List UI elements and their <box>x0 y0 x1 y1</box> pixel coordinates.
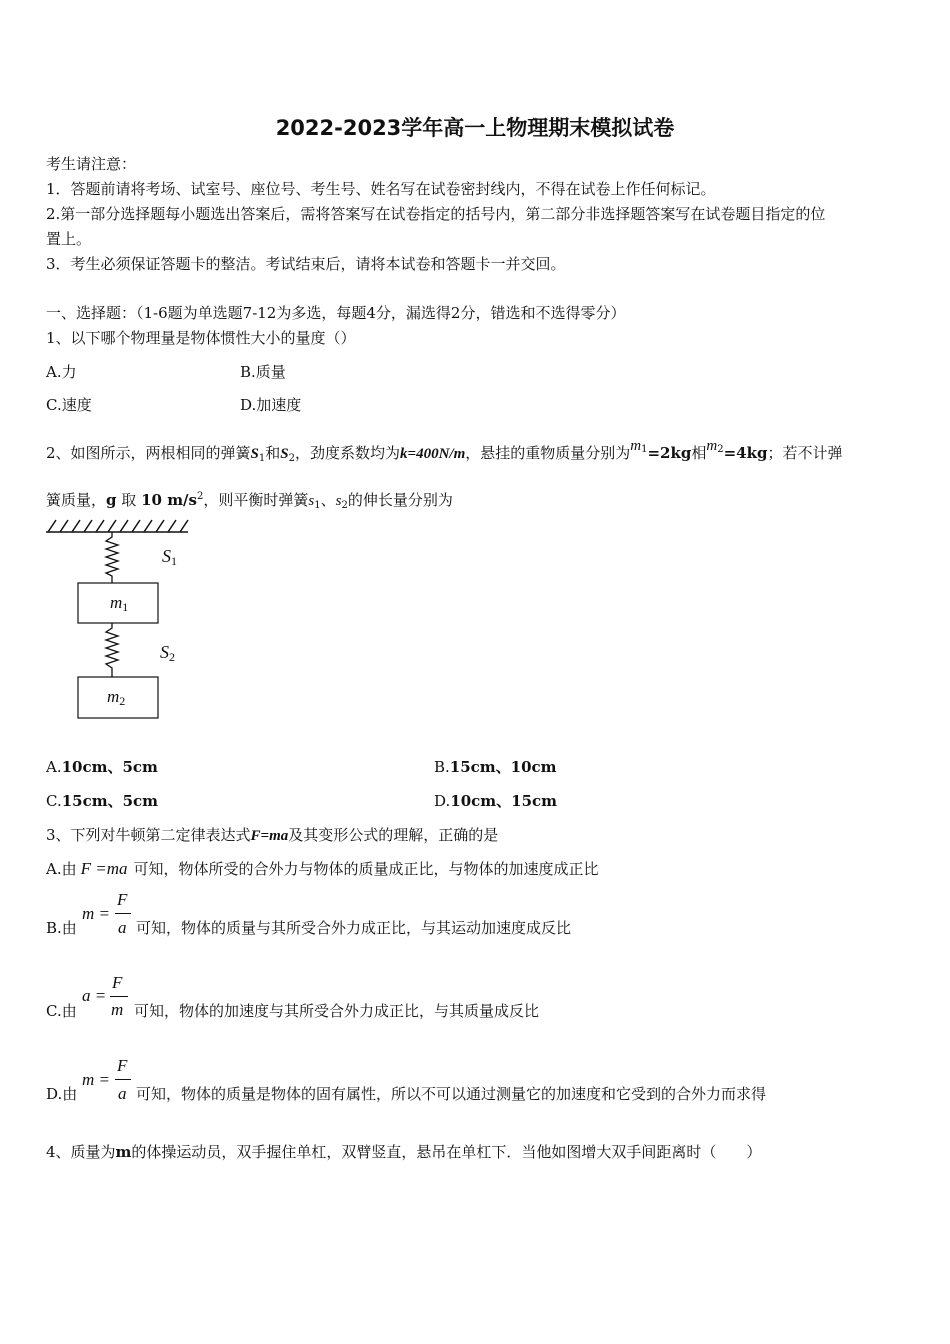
q3-c-num: F <box>112 973 123 992</box>
q2-k: k=400N/m <box>400 446 466 462</box>
q1-stem: 1、以下哪个物理量是物体惯性大小的量度（） <box>46 329 356 347</box>
q3-stem-a: 3、下列对牛顿第二定律表达式 <box>46 826 251 844</box>
q3-b-text: 可知，物体的质量与其所受合外力成正比，与其运动加速度成反比 <box>136 919 572 937</box>
q2-g: g <box>106 491 117 509</box>
q3-c-den: m <box>111 1000 124 1019</box>
q2-m2-sub: 2 <box>717 444 724 455</box>
fig-s2-sub: 2 <box>169 650 175 664</box>
q2-and: 和 <box>265 444 281 462</box>
q2-option-d-letter: D. <box>434 792 451 810</box>
fig-s1-sub: 1 <box>171 554 177 568</box>
q2-option-a-letter: A. <box>46 758 62 776</box>
q2-line2-c: ，则平衡时弹簧 <box>203 491 309 509</box>
notice-heading: 考生请注意： <box>46 155 137 173</box>
q3-d-num: F <box>117 1056 128 1075</box>
q2-m1-val: =2kg <box>647 444 692 462</box>
q3-formula: F=ma <box>250 828 289 844</box>
q1-option-b: B.质量 <box>240 363 286 381</box>
q2-option-c <box>46 790 158 811</box>
fig-m2-label: m <box>107 687 120 706</box>
q2-option-c-letter: C. <box>46 792 62 810</box>
q3-a-prefix: A.由 <box>46 860 77 878</box>
q2-line2-d: 的伸长量分别为 <box>347 491 453 509</box>
q3-a-formula: F =ma <box>80 859 128 878</box>
q2-option-d-value: 10cm、15cm <box>450 792 558 810</box>
q1-option-a: A.力 <box>46 363 77 381</box>
q2-m2: m <box>706 438 718 454</box>
q3-option-b-prefix: B.由 <box>46 919 77 937</box>
q2-m1: m <box>630 438 642 454</box>
fig-m2-sub: 2 <box>119 694 126 708</box>
q2-option-d <box>434 790 557 811</box>
q2-text-1: 2、如图所示，两根相同的弹簧 <box>46 444 251 462</box>
spring-s2 <box>106 623 118 677</box>
ceiling <box>46 520 188 532</box>
q2-s1: S <box>250 446 259 462</box>
q2-text-2: ，劲度系数均为 <box>295 444 401 462</box>
q2-s1-sub: 1 <box>258 453 266 464</box>
q2-mid: 相 <box>691 444 707 462</box>
q2-stem-line1 <box>46 438 843 464</box>
q2-m2-val: =4kg <box>723 444 768 462</box>
q2-m1-sub: 1 <box>641 444 648 455</box>
q1-option-c: C.速度 <box>46 396 92 414</box>
q3-b-lhs: m = <box>82 904 110 923</box>
q2-ls1-sub: 1 <box>314 500 321 511</box>
notice-item-1: 1．答题前请将考场、试室号、座位号、考生号、姓名写在试卷密封线内，不得在试卷上作任何标记。 <box>46 180 716 198</box>
svg-text:S1 <box>162 546 177 568</box>
q2-ls2: s <box>335 493 342 509</box>
q2-text-4: ；若不计弹 <box>767 444 843 462</box>
svg-text:S2 <box>160 642 175 664</box>
q3-option-d-prefix: D.由 <box>46 1085 78 1103</box>
q2-gval: 10 m/s <box>141 491 197 509</box>
q3-d-lhs: m = <box>82 1070 110 1089</box>
q3-c-lhs: a = <box>82 986 107 1005</box>
q2-line2-a: 簧质量， <box>46 491 107 509</box>
q3-b-num: F <box>117 890 128 909</box>
q3-d-den: a <box>118 1084 127 1103</box>
q2-text-3: ，悬挂的重物质量分别为 <box>465 444 631 462</box>
q4-m: m <box>115 1143 132 1161</box>
notice-item-2: 2.第一部分选择题每小题选出答案后，需将答案写在试卷指定的括号内，第二部分非选择题答案写在试卷题目指定的位 <box>46 205 826 223</box>
q2-s2: S <box>280 446 289 462</box>
q2-stem-line2 <box>46 489 453 511</box>
q3-b-den: a <box>118 918 127 937</box>
q2-s2-sub: 2 <box>288 453 295 464</box>
q3-option-a <box>46 858 599 879</box>
q4-text-1: 4、质量为 <box>46 1143 116 1161</box>
q2-option-c-value: 15cm、5cm <box>61 792 159 810</box>
q2-option-b-letter: B. <box>434 758 450 776</box>
notice-item-2-cont: 置上。 <box>46 230 92 248</box>
q2-ls1: s <box>308 493 315 509</box>
section-heading: 一、选择题：（1-6题为单选题7-12为多选，每题4分，漏选得2分，错选和不选得零分） <box>46 304 626 322</box>
q3-stem <box>46 824 498 845</box>
fig-m1-sub: 1 <box>122 600 129 614</box>
q2-option-b-value: 15cm、10cm <box>449 758 557 776</box>
fig-s2-label: S <box>160 642 169 662</box>
q3-option-c-prefix: C.由 <box>46 1002 77 1020</box>
q2-ls2-sub: 2 <box>341 500 348 511</box>
q2-option-a-value: 10cm、5cm <box>61 758 158 776</box>
q2-sep: 、 <box>320 491 336 509</box>
q3-a-text: 可知，物体所受的合外力与物体的质量成正比，与物体的加速度成正比 <box>133 860 599 878</box>
q4-stem <box>46 1141 761 1162</box>
q2-gsup: 2 <box>197 491 204 502</box>
fig-s1-label: S <box>162 546 171 566</box>
q1-option-d: D.加速度 <box>240 396 302 414</box>
spring-mass-diagram <box>44 514 204 726</box>
spring-s1 <box>106 532 118 583</box>
q3-stem-b: 及其变形公式的理解，正确的是 <box>288 826 499 844</box>
notice-item-3: 3．考生必须保证答题卡的整洁。考试结束后，请将本试卷和答题卡一并交回。 <box>46 255 566 273</box>
fig-m1-label: m <box>110 593 123 612</box>
page-title: 2022-2023学年高一上物理期末模拟试卷 <box>275 116 675 140</box>
q2-option-b <box>434 756 557 777</box>
q2-line2-b: 取 <box>121 491 137 509</box>
q4-text-2: 的体操运动员，双手握住单杠，双臂竖直，悬吊在单杠下．当他如图增大双手间距离时（ ） <box>131 1143 762 1161</box>
q2-option-a <box>46 756 158 777</box>
q3-c-text: 可知，物体的加速度与其所受合外力成正比，与其质量成反比 <box>134 1002 540 1020</box>
q3-d-text: 可知，物体的质量是物体的固有属性，所以不可以通过测量它的加速度和它受到的合外力而求得 <box>136 1085 767 1103</box>
